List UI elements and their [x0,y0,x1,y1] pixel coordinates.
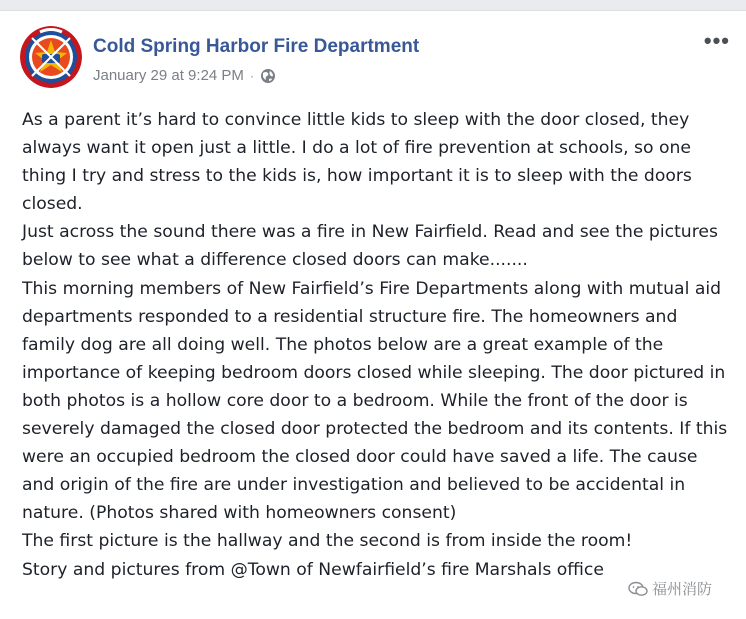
post-paragraph: This morning members of New Fairfield’s Fire Departments along with mutual aid departments responded to a residential structure fire. The homeowners and family dog are all doing well. The photos below are a great example of the importance of keeping bedroom doors closed while sleeping. The door pictured in both photos is a hollow core door to a bedroom. While the front of the door is severely damaged the closed door protected the bedroom and its contents. If this were an occupied bedroom the closed door could have saved a life. The cause and origin of the fire are under investigation and believed to be accidental in nature. (Photos shared with homeowners consent) [22,278,728,524]
fire-department-logo-icon [20,26,82,88]
post-timestamp[interactable]: January 29 at 9:24 PM [93,67,244,84]
post-paragraph: Just across the sound there was a fire in New Fairfield. Read and see the pictures below to see what a difference closed doors can make....... [22,222,718,271]
meta-separator: · [249,68,254,83]
post-header [20,26,730,96]
watermark [624,578,716,599]
post-paragraph: The first picture is the hallway and the second is from inside the room! [22,531,633,552]
top-divider [0,0,746,11]
post-paragraph: As a parent it’s hard to convince little kids to sleep with the door closed, they always want it open just a little. I do a lot of fire prevention at schools, so one thing I try and stress to the kids is, how important it is to sleep with the doors closed. [22,110,692,215]
post-body [22,106,734,584]
post-meta [93,67,276,84]
watermark-text: 福州消防 [651,580,712,598]
avatar[interactable] [20,26,82,88]
more-options-icon[interactable]: ••• [703,28,730,53]
page-name-link[interactable]: Cold Spring Harbor Fire Department [93,36,420,57]
globe-icon[interactable] [260,68,276,84]
wechat-icon [628,581,648,597]
post-paragraph: Story and pictures from @Town of Newfairfield’s fire Marshals office [22,559,604,580]
